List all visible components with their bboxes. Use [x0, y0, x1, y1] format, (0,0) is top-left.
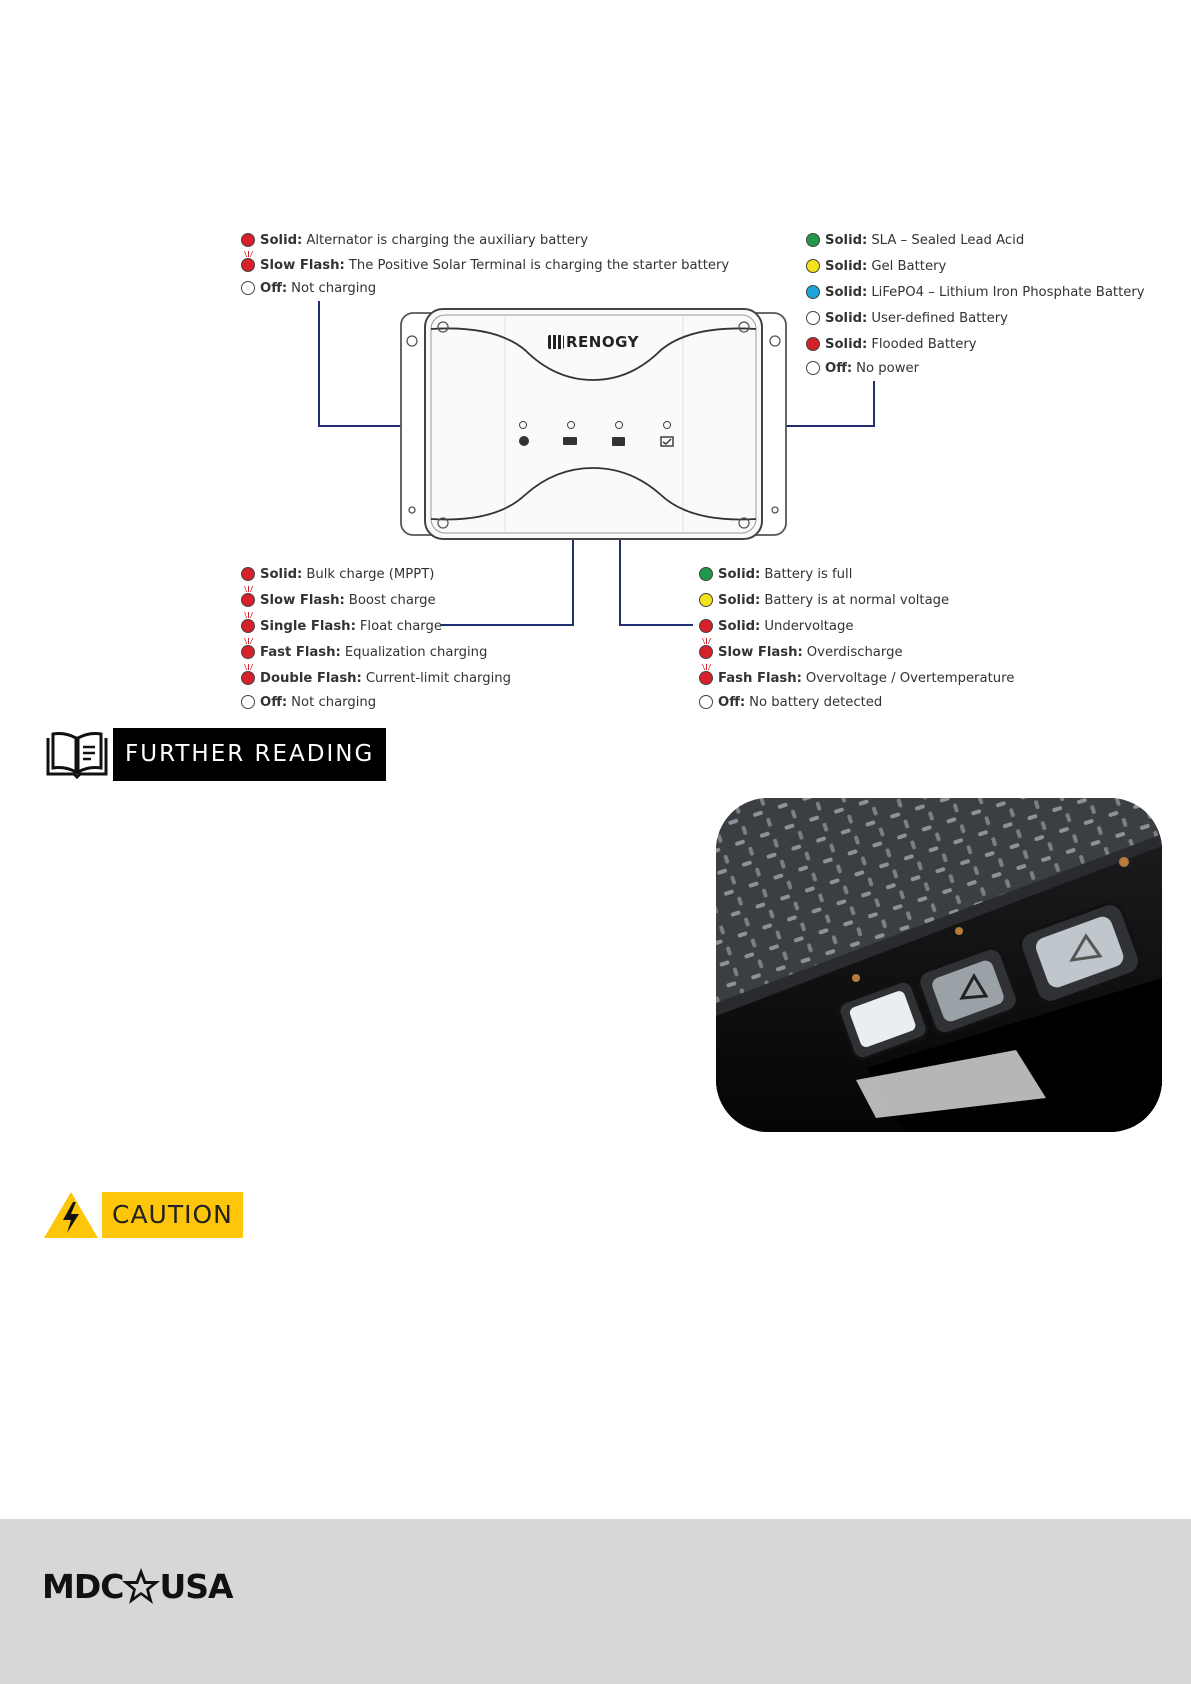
- legend-row: [699, 691, 882, 713]
- led-state-label: Solid:: [260, 232, 303, 248]
- led-dot-icon: [241, 567, 255, 581]
- led-state-description: Gel Battery: [871, 258, 947, 274]
- legend-row: [699, 615, 854, 637]
- led-state-description: Flooded Battery: [871, 336, 977, 352]
- led-state-label: Off:: [260, 280, 288, 296]
- led-state-label: Solid:: [718, 566, 761, 582]
- led-state-description: SLA – Sealed Lead Acid: [871, 232, 1025, 248]
- legend-row: [806, 229, 1024, 251]
- led-state-description: Equalization charging: [344, 644, 488, 660]
- led-dot-icon: [699, 593, 713, 607]
- legend-row: [241, 563, 434, 585]
- star-icon: [121, 1566, 161, 1606]
- led-state-description: Battery is full: [764, 566, 853, 582]
- led-state-label: Solid:: [825, 284, 868, 300]
- mdc-usa-logo: [42, 1566, 233, 1606]
- led-state-label: Slow Flash:: [260, 257, 345, 273]
- further-reading-label: FURTHER READING: [113, 728, 386, 781]
- led-state-label: Fast Flash:: [260, 644, 341, 660]
- led-dot-icon: [241, 619, 255, 633]
- legend-row: [241, 277, 376, 299]
- led-state-description: No power: [856, 360, 920, 376]
- device-brand-logo: [548, 333, 639, 351]
- led-dot-icon: [699, 671, 713, 685]
- led-state-label: Fash Flash:: [718, 670, 802, 686]
- warning-lightning-icon: [42, 1190, 100, 1240]
- led-dot-icon: [699, 695, 713, 709]
- logo-text-right: USA: [159, 1566, 233, 1606]
- led-state-label: Slow Flash:: [718, 644, 803, 660]
- led-state-description: Undervoltage: [764, 618, 854, 634]
- legend-row: [806, 333, 977, 355]
- led-state-label: Solid:: [718, 592, 761, 608]
- legend-row: [241, 615, 442, 637]
- led-dot-icon: [806, 259, 820, 273]
- led-state-description: Battery is at normal voltage: [764, 592, 950, 608]
- led-state-description: Float charge: [359, 618, 442, 634]
- led-state-description: Overdischarge: [806, 644, 903, 660]
- led-state-description: The Positive Solar Terminal is charging the starter battery: [348, 257, 730, 273]
- led-dot-icon: [806, 285, 820, 299]
- led-state-label: Off:: [825, 360, 853, 376]
- legend-row: [699, 667, 1014, 689]
- legend-row: [699, 589, 949, 611]
- led-dot-icon: [806, 361, 820, 375]
- led-state-description: Not charging: [291, 694, 377, 710]
- led-dot-icon: [806, 337, 820, 351]
- legend-row: [806, 281, 1145, 303]
- led-dot-icon: [699, 645, 713, 659]
- logo-text-left: MDC: [42, 1566, 124, 1606]
- device-brand-text: RENOGY: [566, 333, 639, 351]
- led-state-description: Bulk charge (MPPT): [306, 566, 435, 582]
- led-dot-icon: [241, 258, 255, 272]
- grid-logo-icon: [548, 335, 564, 349]
- legend-row: [806, 255, 946, 277]
- led-state-label: Solid:: [825, 232, 868, 248]
- led-state-label: Off:: [260, 694, 288, 710]
- legend-row: [699, 641, 903, 663]
- led-state-label: Solid:: [825, 336, 868, 352]
- led-dot-icon: [241, 593, 255, 607]
- legend-row: [241, 667, 511, 689]
- legend-row: [241, 691, 376, 713]
- led-state-label: Single Flash:: [260, 618, 356, 634]
- led-state-description: No battery detected: [749, 694, 883, 710]
- vehicle-lights-illustration: [716, 798, 1162, 1132]
- led-state-label: Slow Flash:: [260, 592, 345, 608]
- led-state-description: Boost charge: [348, 592, 436, 608]
- led-state-label: Solid:: [718, 618, 761, 634]
- legend-row: [241, 589, 436, 611]
- led-state-description: User-defined Battery: [871, 310, 1008, 326]
- further-reading-header: [45, 728, 386, 781]
- caution-header: [42, 1190, 243, 1240]
- led-state-description: Overvoltage / Overtemperature: [805, 670, 1015, 686]
- led-state-label: Solid:: [825, 310, 868, 326]
- vehicle-lights-photo: [716, 798, 1162, 1132]
- led-dot-icon: [699, 619, 713, 633]
- led-state-label: Solid:: [260, 566, 303, 582]
- led-dot-icon: [241, 695, 255, 709]
- led-state-description: Not charging: [291, 280, 377, 296]
- led-state-label: Off:: [718, 694, 746, 710]
- led-dot-icon: [241, 233, 255, 247]
- caution-label: CAUTION: [102, 1192, 243, 1238]
- legend-row: [241, 641, 487, 663]
- legend-row: [699, 563, 852, 585]
- led-dot-icon: [699, 567, 713, 581]
- led-state-label: Double Flash:: [260, 670, 362, 686]
- led-dot-icon: [241, 671, 255, 685]
- led-state-label: Solid:: [825, 258, 868, 274]
- legend-row: [241, 254, 729, 276]
- led-dot-icon: [241, 281, 255, 295]
- open-book-icon: [45, 730, 109, 780]
- legend-row: [806, 307, 1008, 329]
- led-state-description: LiFePO4 – Lithium Iron Phosphate Battery: [871, 284, 1145, 300]
- led-state-description: Alternator is charging the auxiliary battery: [306, 232, 589, 248]
- legend-row: [241, 229, 588, 251]
- legend-row: [806, 357, 919, 379]
- led-dot-icon: [806, 233, 820, 247]
- led-state-description: Current-limit charging: [365, 670, 511, 686]
- led-dot-icon: [241, 645, 255, 659]
- led-dot-icon: [806, 311, 820, 325]
